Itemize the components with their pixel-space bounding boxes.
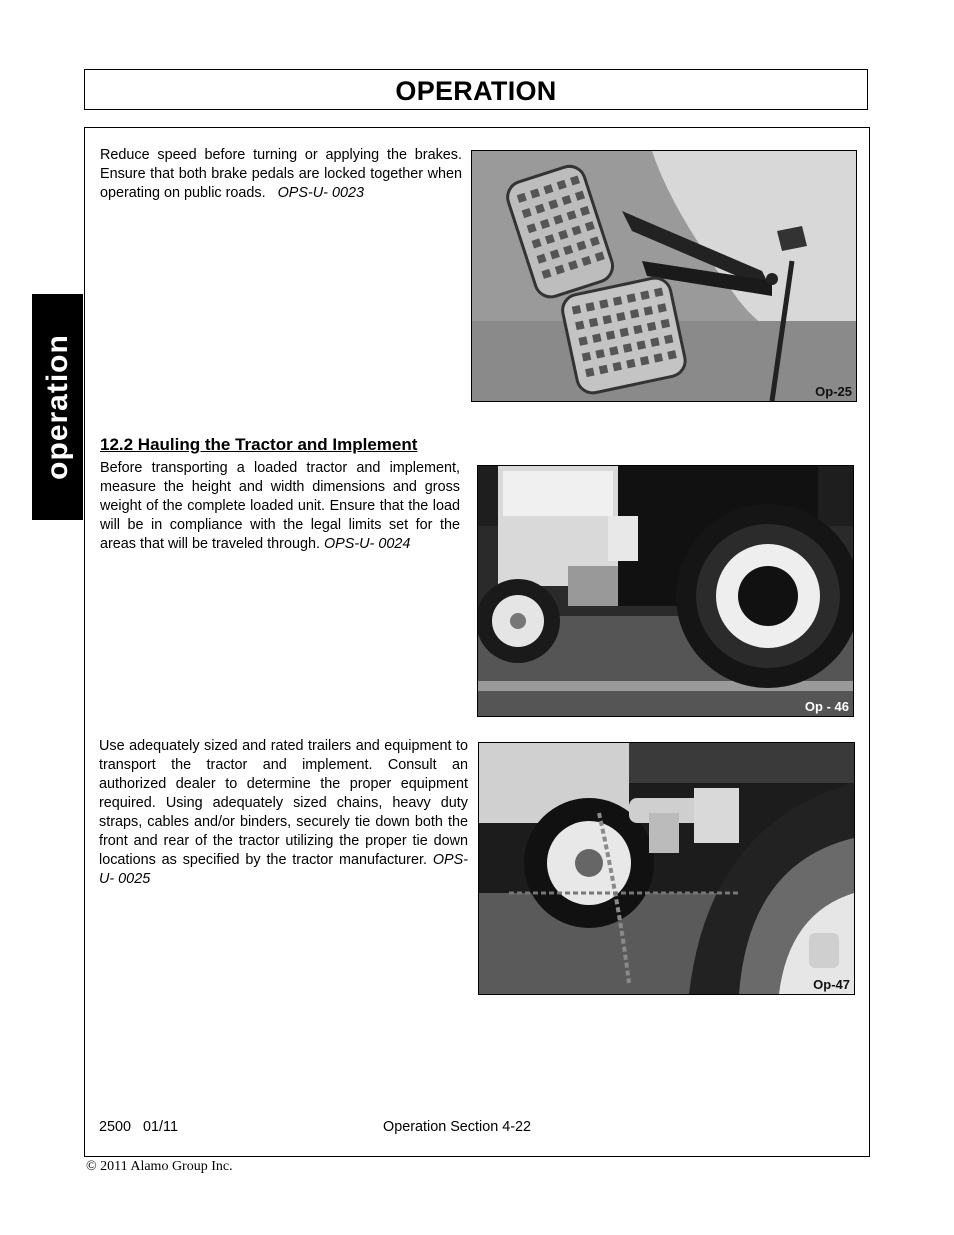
section-heading-hauling: 12.2 Hauling the Tractor and Implement xyxy=(100,435,418,454)
loaded-tractor-image xyxy=(478,466,853,716)
hauling-text: Before transporting a loaded tractor and implement, measure the height and width dimensions and gross weight of the complete loaded unit. Ensure that the load will be in compliance with the legal limits set for the areas that will be traveled through. xyxy=(100,460,460,552)
tiedown-ref: OPS-U- 0025 xyxy=(99,852,469,887)
photo-label-op46: Op - 46 xyxy=(804,699,849,714)
brake-pedals-photo xyxy=(471,150,857,402)
hauling-ref: OPS-U- 0024 xyxy=(323,536,411,552)
tiedown-text: Use adequately sized and rated trailers and equipment to transport the tractor and implement. Consult an authorized dealer to determine the proper equipment required. Using adequately sized chains, heavy duty straps, cables and/or binders, securely tie down both the front and rear of the tractor utilizing the proper tie down locations as specified by the tractor manufacturer. xyxy=(99,738,468,868)
tiedown-chains-photo xyxy=(478,742,855,995)
page-header xyxy=(84,69,868,110)
loaded-tractor-photo xyxy=(477,465,854,717)
copyright-notice: © 2011 Alamo Group Inc. xyxy=(86,1159,233,1174)
side-section-tab xyxy=(32,294,83,520)
brake-instructions-text: Reduce speed before turning or applying the brakes. Ensure that both brake pedals are locked together when operating on public roads. xyxy=(100,147,462,201)
brake-pedals-image xyxy=(472,151,856,401)
hauling-paragraph xyxy=(100,459,460,554)
page-title: OPERATION xyxy=(395,76,557,106)
brake-instructions-ref: OPS-U- 0023 xyxy=(277,185,364,201)
tiedown-chains-image xyxy=(479,743,854,994)
photo-label-op47: Op-47 xyxy=(813,977,850,992)
photo-label-op25: Op-25 xyxy=(815,384,852,399)
footer-model-date: 2500 01/11 xyxy=(99,1119,178,1135)
footer-section-page: Operation Section 4-22 xyxy=(383,1119,531,1135)
side-tab-label: operation xyxy=(40,334,74,480)
brake-instructions-paragraph xyxy=(100,146,462,203)
tiedown-paragraph xyxy=(99,737,468,889)
